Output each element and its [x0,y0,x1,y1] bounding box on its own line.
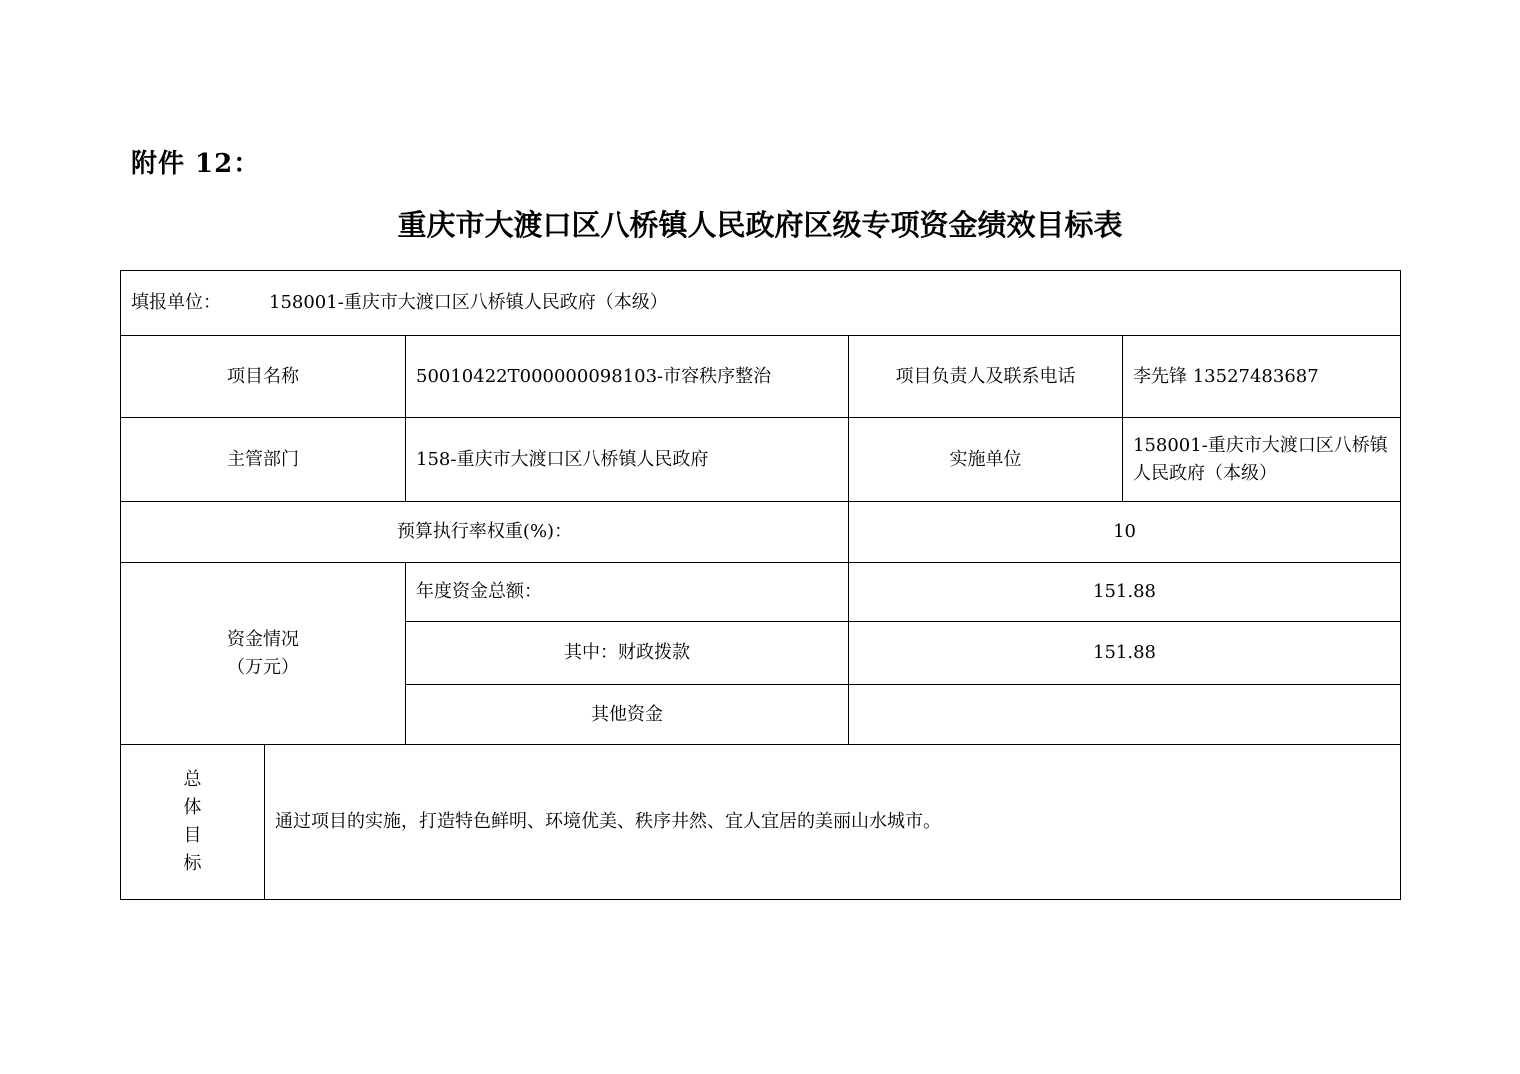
department-row [121,418,1401,502]
fiscal-label: 其中：财政拨款 [406,622,849,685]
fiscal-value: 151.88 [849,622,1401,685]
attachment-number: 附件 12： [131,149,261,179]
overall-goal-label [121,745,265,900]
overall-goal-row [121,745,1401,900]
department-value: 158-重庆市大渡口区八桥镇人民政府 [406,418,849,502]
reporting-unit-value: 158001-重庆市大渡口区八桥镇人民政府（本级） [269,292,668,313]
contact-value: 李先锋 13527483687 [1123,336,1401,418]
other-funds-value [849,685,1401,745]
annual-total-row [121,563,1401,622]
project-name-label: 项目名称 [121,336,406,418]
reporting-unit-label: 填报单位： [131,292,221,313]
annual-total-value: 151.88 [849,563,1401,622]
impl-unit-label: 实施单位 [849,418,1123,502]
contact-label: 项目负责人及联系电话 [849,336,1123,418]
document-title: 重庆市大渡口区八桥镇人民政府区级专项资金绩效目标表 [397,208,1123,242]
budget-weight-label: 预算执行率权重(%)： [121,502,849,563]
funds-label [121,563,406,745]
overall-goal-label-char: 体 [183,797,202,818]
project-name-value: 50010422T000000098103-市容秩序整治 [406,336,849,418]
project-name-row [121,336,1401,418]
budget-weight-row [121,502,1401,563]
reporting-unit-cell [121,271,1401,336]
annual-total-label: 年度资金总额： [406,563,849,622]
overall-goal-label-char: 标 [183,853,202,874]
department-label: 主管部门 [121,418,406,502]
funds-label-line2: （万元） [227,656,299,678]
reporting-unit-row [121,271,1401,336]
other-funds-label: 其他资金 [406,685,849,745]
overall-goal-label-char: 总 [183,769,202,790]
overall-goal-value: 通过项目的实施，打造特色鲜明、环境优美、秩序井然、宜人宜居的美丽山水城市。 [265,745,1401,900]
performance-goal-table [120,270,1401,900]
overall-goal-label-char: 目 [183,825,202,846]
funds-label-line1: 资金情况 [227,628,299,650]
budget-weight-value: 10 [849,502,1401,563]
impl-unit-value: 158001-重庆市大渡口区八桥镇人民政府（本级） [1123,418,1401,502]
